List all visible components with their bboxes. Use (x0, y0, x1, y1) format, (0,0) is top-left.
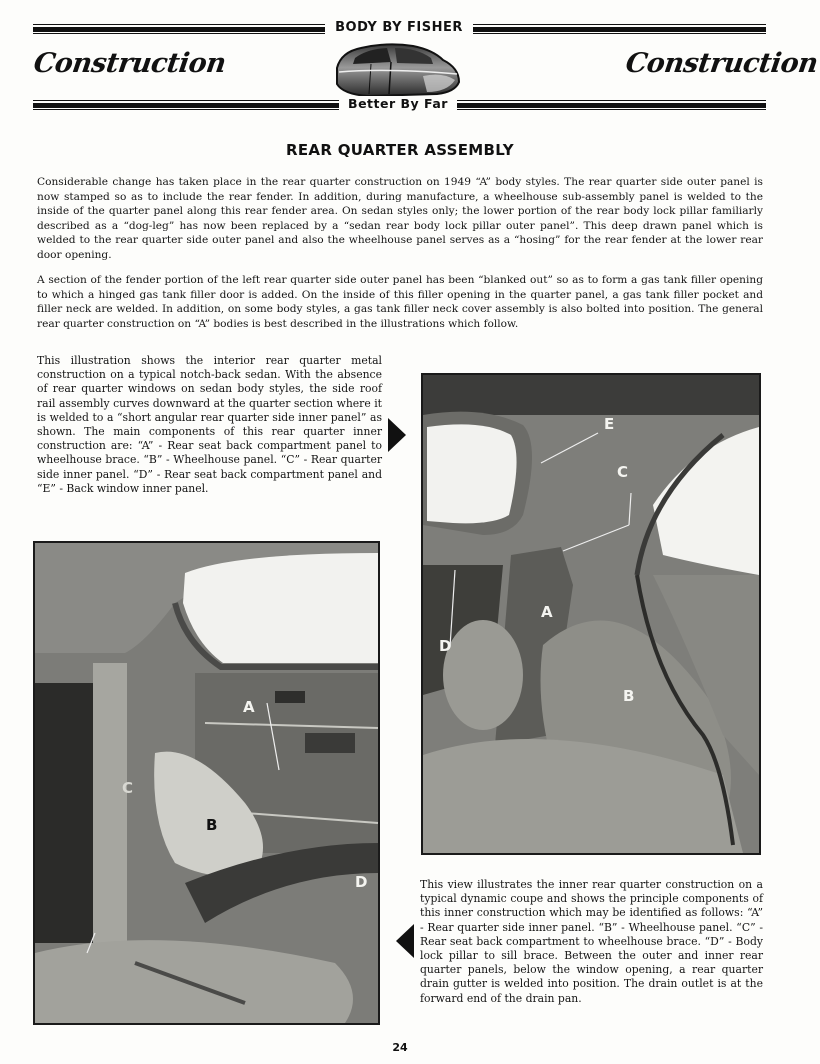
coupe-rear-quarter-photo (33, 541, 380, 1025)
intro-paragraph-2: A section of the fender portion of the left rear quarter side outer panel has been “blanked out” so as to form a gas tank filler opening to which a hinged gas tank filler door is added. On the inside of this filler opening in the quarter panel, a gas tank filler pocket and filler neck are welded. In addition, on some body styles, a gas tank filler neck cover assembly is also bolted into position. The general rear quarter construction on “A” bodies is best described in the illustrations which follow. (37, 274, 763, 330)
construction-script-right: Construction (623, 48, 820, 79)
callout-label-d: D (355, 873, 368, 891)
banner-better-by-far: Better By Far (339, 96, 457, 111)
callout-label-b: B (206, 816, 218, 834)
callout-label-a: A (541, 603, 553, 621)
arrow-right-icon (388, 418, 406, 452)
callout-label-e: E (604, 415, 615, 433)
callout-label-d: D (439, 637, 452, 655)
callout-label-b: B (623, 687, 635, 705)
callout-label-c: C (122, 779, 134, 797)
construction-script-left: Construction (31, 48, 228, 79)
intro-paragraph-1: Considerable change has taken place in the rear quarter construction on 1949 “A” body styles. The rear quarter side outer panel is now stamped so as to include the rear fender. In addition, during manufacture, a wheelhouse sub-assembly panel is welded to the inside of the quarter panel along this rear fender area. On sedan styles only; the lower portion of the rear body lock pillar familiarly described as a “dog-leg” has now been replaced by a “sedan rear body lock pillar outer panel”. This deep drawn panel which is welded to the rear quarter side outer panel and also the wheelhouse panel serves as a “hosing” for the rear fender at the lower rear door opening. (37, 176, 763, 261)
callout-label-c: C (617, 463, 629, 481)
page-number: 24 (392, 1041, 408, 1054)
sedan-rear-quarter-photo (421, 373, 761, 855)
car-body-logo-icon (327, 38, 463, 98)
banner-body-by-fisher: BODY BY FISHER (325, 20, 473, 35)
sedan-caption: This illustration shows the interior rear quarter metal construction on a typical notch-back sedan. With the absence of rear quarter windows on sedan body styles, the side roof rail assembly curves downward at the quarter section where it is welded to a “short angular rear quarter side inner panel” as shown. The main components of this rear quarter inner construction are: “A” - Rear seat back compartment panel to wheelhouse brace. “B” - Wheelhouse panel. “C” - Rear quarter side inner panel. “D” - Rear seat back compartment panel and “E” - Back window inner panel. (37, 354, 382, 495)
page-title: REAR QUARTER ASSEMBLY (286, 141, 514, 159)
coupe-caption: This view illustrates the inner rear quarter construction on a typical dynamic coupe and shows the principle components of this inner construction which may be identified as follows: “A” - Rear quarter side inner panel. “B” - Wheelhouse panel. “C” - Rear seat back compartment to wheelhouse brace. “D” - Body lock pillar to sill brace. Between the outer and inner rear quarter panels, below the window opening, a rear quarter drain gutter is welded into position. The drain outlet is at the forward end of the drain pan. (420, 878, 763, 1005)
arrow-left-icon (396, 924, 414, 958)
callout-label-a: A (243, 698, 255, 716)
